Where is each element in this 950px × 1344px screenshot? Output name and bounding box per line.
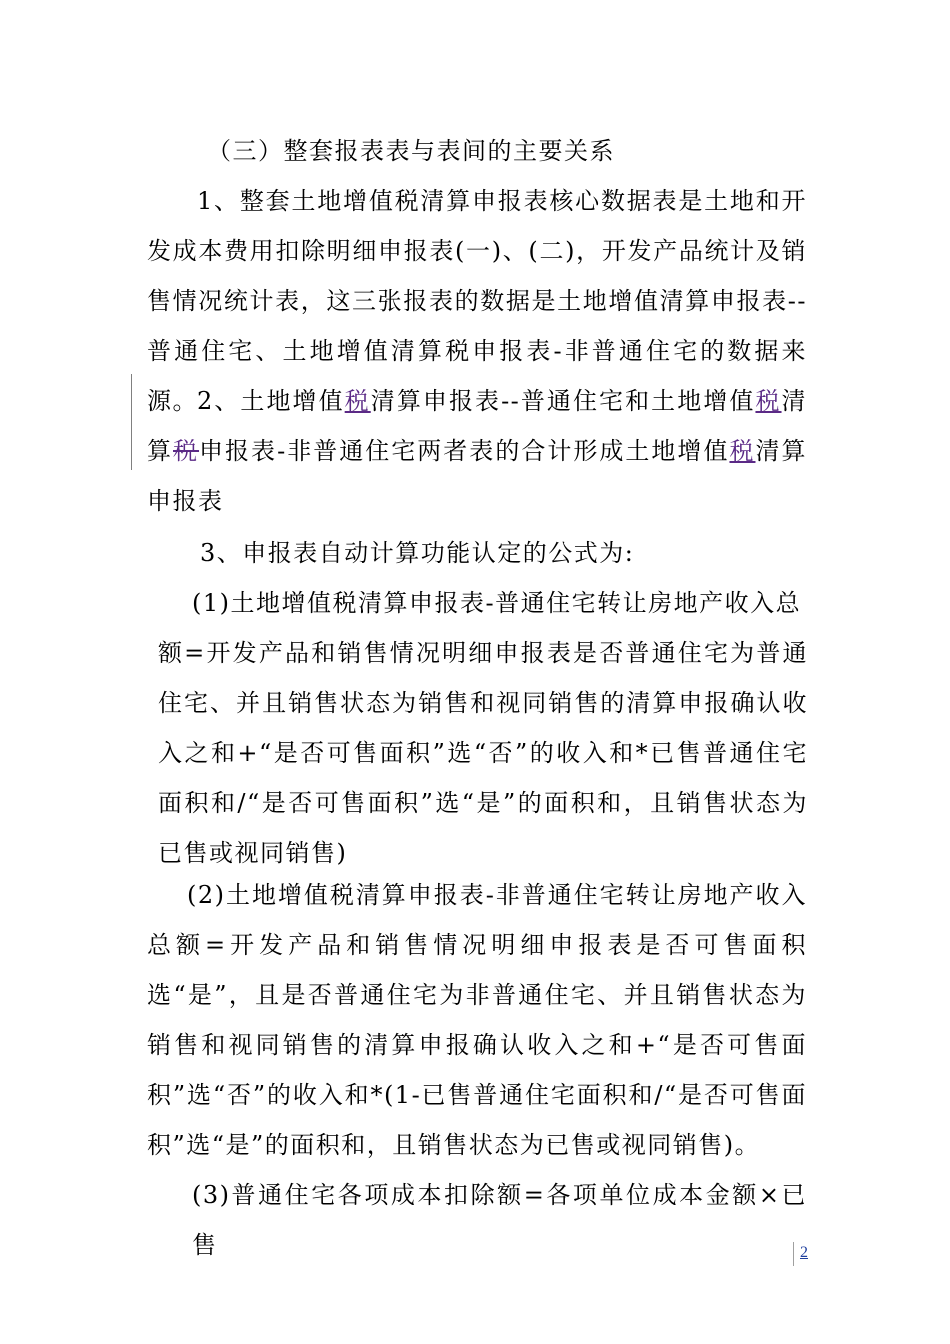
paragraph-3: 3、申报表自动计算功能认定的公式为: <box>200 539 635 567</box>
revision-insert: 税 <box>729 437 756 465</box>
page-number: 2 <box>800 1244 808 1261</box>
paragraph-1: 1、整套土地增值税清算申报表核心数据表是土地和开发成本费用扣除明细申报表(一)、(二)，开发产品统计及销售情况统计表，这三张报表的数据是土地增值清算申报表--普通住宅、土地增值清算税申报表-非普通住宅的数据来源。 <box>147 187 807 415</box>
formula-1-continuation: 额=开发产品和销售情况明细申报表是否普通住宅为普通住宅、并且销售状态为销售和视同销售的清算申报确认收入之和+“是否可售面积”选“否”的收入和*已售普通住宅面积和/“是否可售面积”选“是”的面积和，且销售状态为已售或视同销售) <box>158 639 808 867</box>
paragraph-2-text: 清算申报表 <box>147 437 807 515</box>
formula-2: (2)土地增值税清算申报表-非普通住宅转让房地产收入总额=开发产品和销售情况明细申报表是否可售面积选“是”，且是否普通住宅为非普通住宅、并且销售状态为销售和视同销售的清算申报确认收入之和+“是否可售面积”选“否”的收入和*(1-已售普通住宅面积和/“是否可售面积”选“是”的面积和，且销售状态为已售或视同销售)。 <box>147 881 807 1159</box>
paragraph-2-text: 清算 <box>147 387 808 465</box>
paragraph-2 <box>147 376 807 526</box>
paragraph-2-text: 申报表-非普通住宅两者表的合计形成土地增值 <box>199 437 730 465</box>
paragraph-2-text: 清算申报表--普通住宅和土地增值 <box>370 387 756 415</box>
footer-divider <box>793 1242 794 1266</box>
section-heading: （三）整套报表表与表间的主要关系 <box>207 137 615 165</box>
formula-1-first-line: (1)土地增值税清算申报表-普通住宅转让房地产收入总 <box>192 589 802 617</box>
revision-delete: 税 <box>173 437 200 465</box>
revision-change-bar <box>131 374 132 470</box>
paragraph-2-text: 2、土地增值 <box>197 387 345 415</box>
revision-insert: 税 <box>755 387 782 415</box>
revision-insert: 税 <box>344 387 371 415</box>
formula-3: (3)普通住宅各项成本扣除额=各项单位成本金额×已售 <box>192 1181 807 1259</box>
